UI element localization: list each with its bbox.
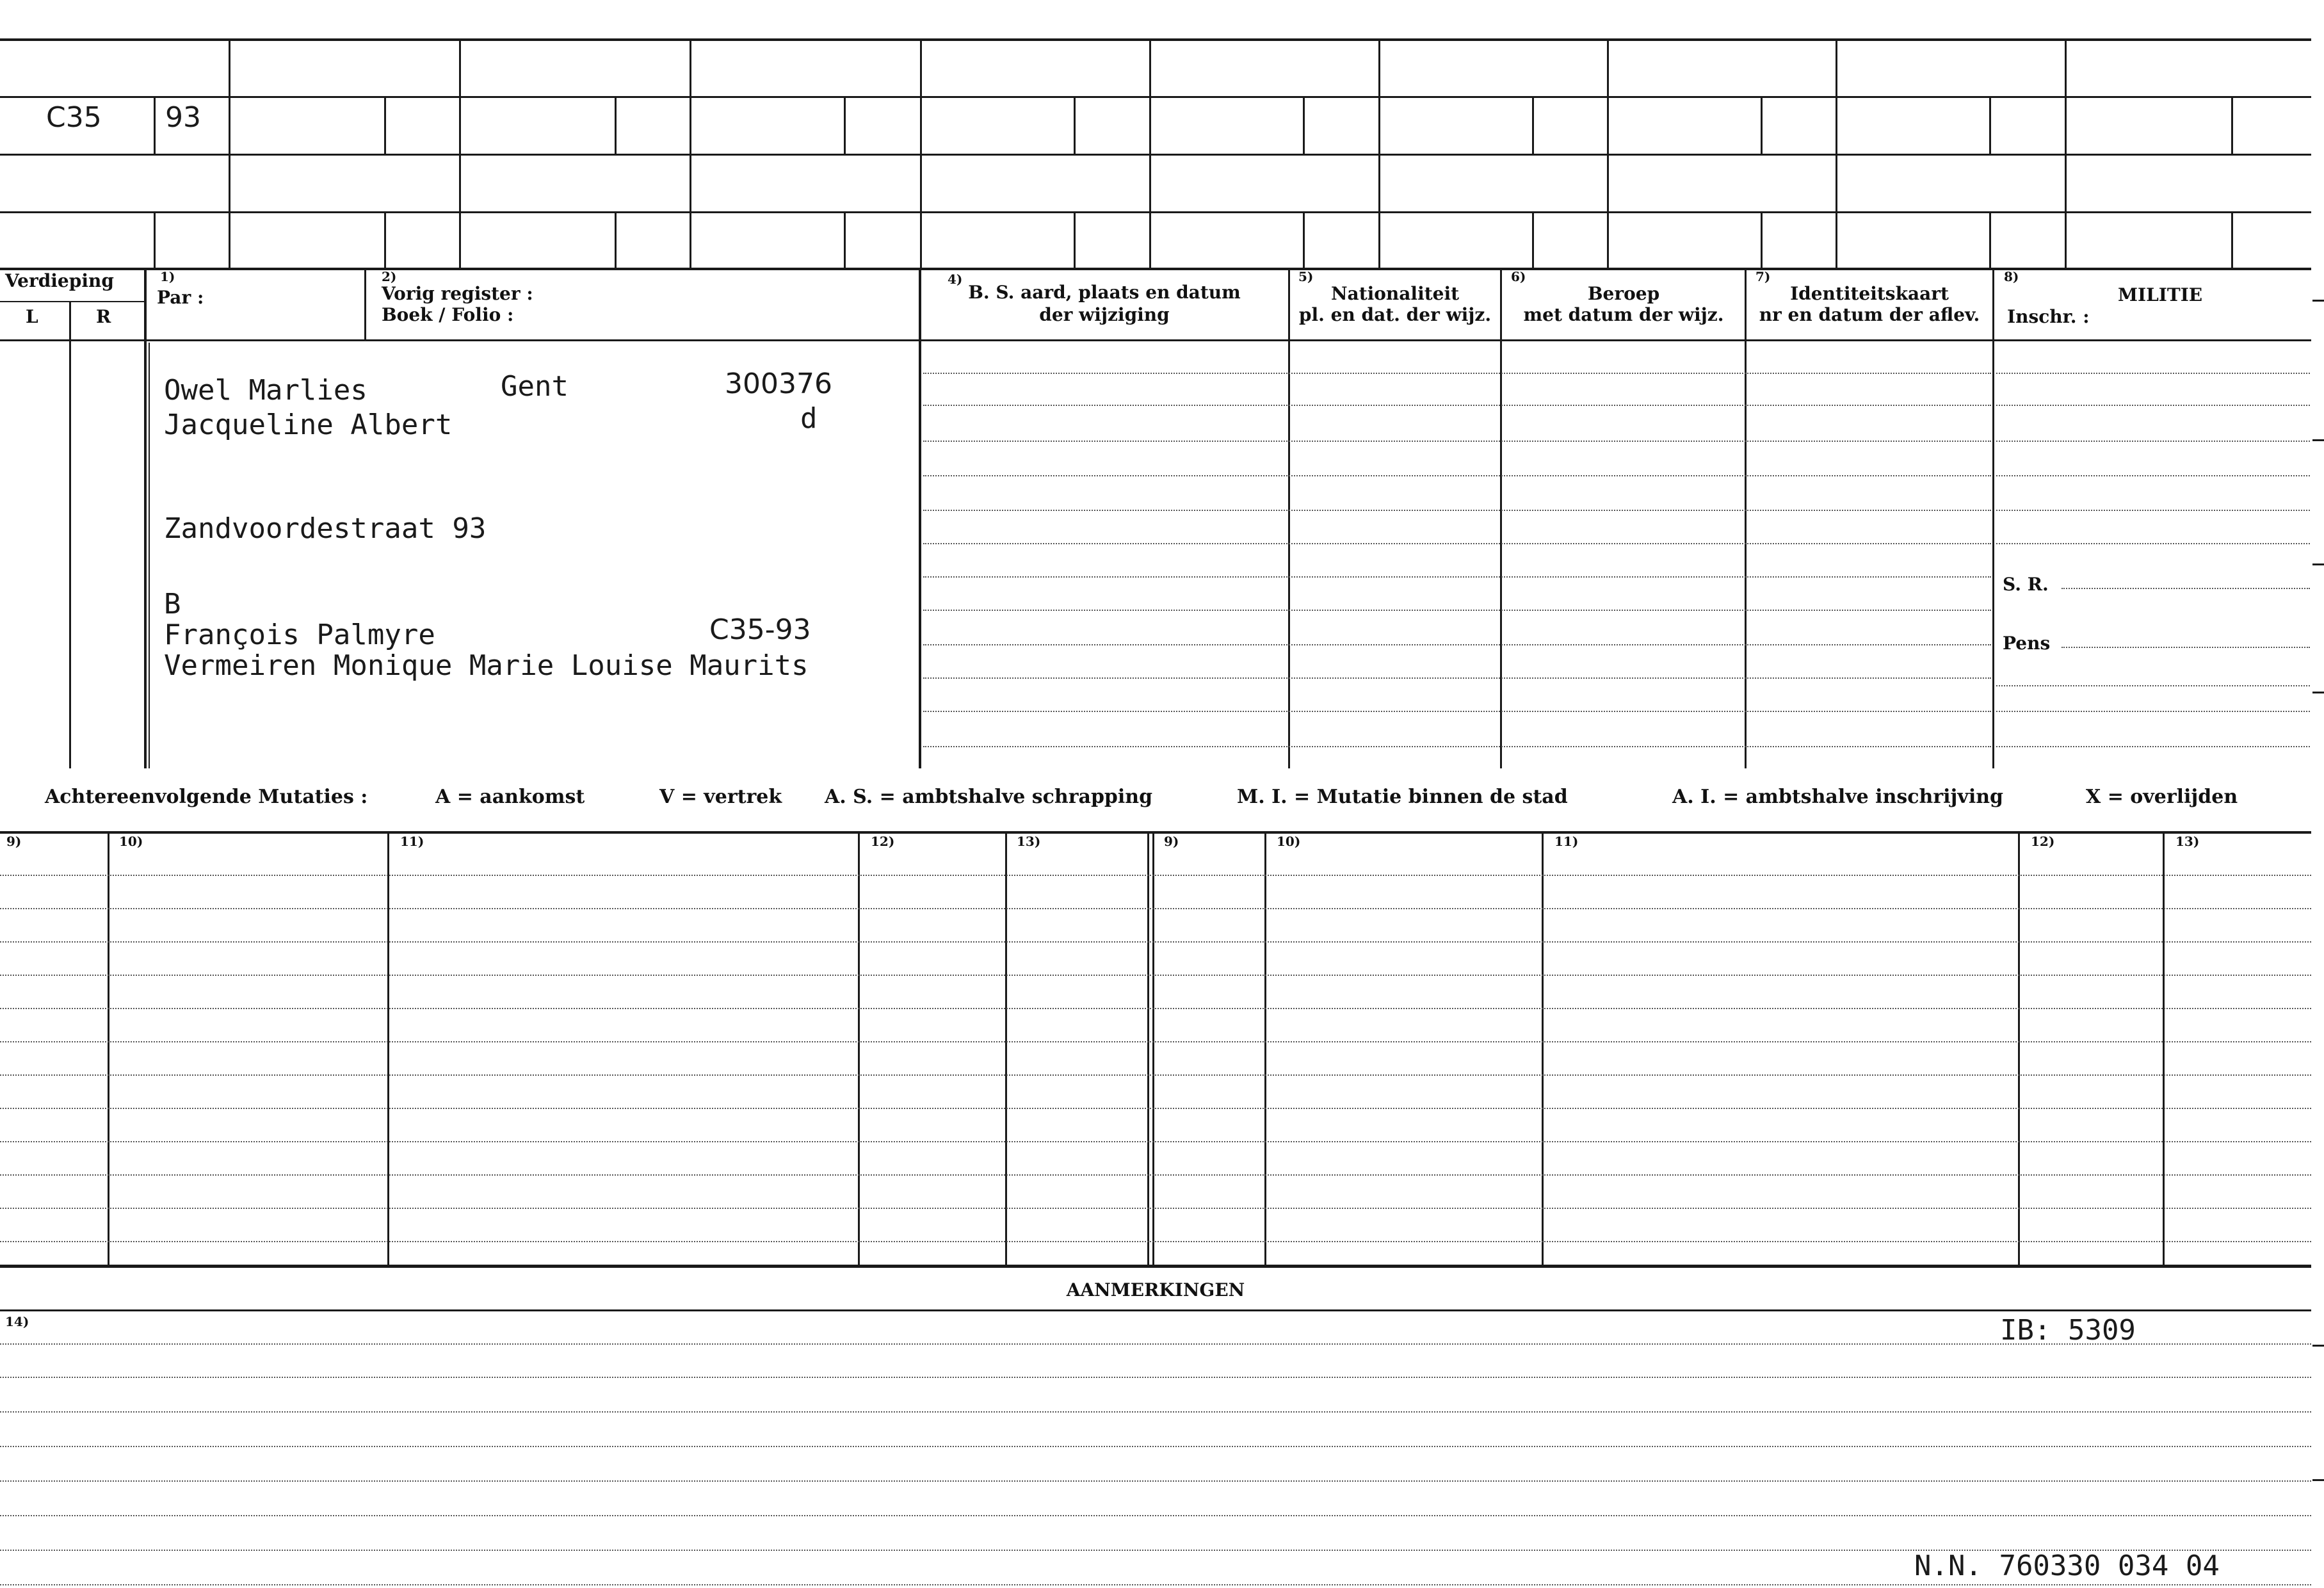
sr-label: S. R. [2003,574,2049,595]
col12b-number: 12) [2031,834,2055,849]
top-code: C35 [46,101,102,134]
top-border [0,38,2311,41]
col8-number: 8) [2004,269,2019,284]
col5-line2: pl. en dat. der wijz. [1298,304,1492,325]
top-row-line-4 [0,268,2311,270]
col6-line1: Beroep [1587,283,1660,304]
mutations-top-line [0,831,2311,834]
col5-left [1288,269,1290,768]
top-col-3 [690,38,691,269]
top-col-1 [229,38,230,269]
legend-mi: M. I. = Mutatie binnen de stad [1237,786,1568,808]
legend-title: Achtereenvolgende Mutaties : [45,786,368,808]
col13b-number: 13) [2175,834,2200,849]
col5-number: 5) [1298,269,1314,284]
col4-line1: B. S. aard, plaats en datum [968,282,1241,303]
remarks-number: 14) [5,1314,29,1329]
col9-number: 9) [6,834,22,849]
sex-mark: d [800,402,818,435]
col1-number: 1) [160,269,175,284]
col11-number: 11) [400,834,424,849]
father-names: François Palmyre [164,619,435,651]
legend-as: A. S. = ambtshalve schrapping [825,786,1153,808]
top-col-5 [1149,38,1151,269]
register-ref: C35-93 [709,613,811,646]
legend-ai: A. I. = ambtshalve inschrijving [1672,786,2004,808]
top-row-line-3 [0,211,2311,213]
right-label: R [96,306,111,327]
mother-names: Vermeiren Monique Marie Louise Maurits [164,649,809,682]
par-label: Par : [157,287,204,308]
col7-line2: nr en datum der aflev. [1759,304,1980,325]
header-bottom-line [0,339,2311,341]
verdieping-divider [69,301,71,768]
col7-line1: Identiteitskaart [1790,283,1949,304]
remarks-title: AANMERKINGEN [1066,1279,1245,1300]
inschr-label: Inschr. : [2007,306,2090,327]
col13-number: 13) [1017,834,1041,849]
vorig-register-label: Vorig register : [382,283,533,304]
top-col-4 [920,38,922,269]
col2-left [364,269,366,341]
address: Zandvoordestraat 93 [164,512,487,545]
col10-number: 10) [119,834,143,849]
col8-left [1992,269,1994,768]
birth-place: Gent [501,370,569,403]
col11b-number: 11) [1554,834,1579,849]
col4-left [919,269,921,768]
top-col-7 [1607,38,1609,269]
col7-left [1745,269,1747,768]
legend-x: X = overlijden [2086,786,2238,808]
left-label: L [26,306,38,327]
birth-date: 300376 [725,368,832,400]
col4-line2: der wijziging [1039,304,1170,325]
col6-number: 6) [1511,269,1526,284]
col1-left [144,269,147,768]
col5-line1: Nationaliteit [1330,283,1460,304]
top-row-line-2 [0,154,2311,156]
top-col-9 [2065,38,2067,269]
person-name: Owel Marlies [164,374,367,407]
legend-v: V = vertrek [659,786,782,808]
top-number: 93 [165,101,201,134]
top-col-2 [459,38,461,269]
verdieping-label: Verdieping [5,270,114,291]
col6-line2: met datum der wijz. [1523,304,1724,325]
first-names: Jacqueline Albert [164,409,453,441]
militie-label: MILITIE [2118,284,2203,305]
b-mark: B [164,588,181,620]
legend-a: A = aankomst [435,786,585,808]
col7-number: 7) [1755,269,1771,284]
pens-label: Pens [2003,633,2051,654]
col2-number: 2) [382,269,397,284]
top-col-6 [1378,38,1380,269]
col10b-number: 10) [1277,834,1301,849]
col6-left [1500,269,1502,768]
boek-folio-label: Boek / Folio : [382,304,514,325]
top-row-line-1 [0,96,2311,98]
mutations-bottom-line [0,1265,2311,1268]
ib-number: IB: 5309 [2000,1314,2136,1347]
national-number: N.N. 760330 034 04 [1914,1550,2220,1582]
col9b-number: 9) [1164,834,1179,849]
col4-number: 4) [948,271,963,287]
top-col-8 [1836,38,1837,269]
col12-number: 12) [871,834,895,849]
remarks-title-line [0,1309,2311,1311]
